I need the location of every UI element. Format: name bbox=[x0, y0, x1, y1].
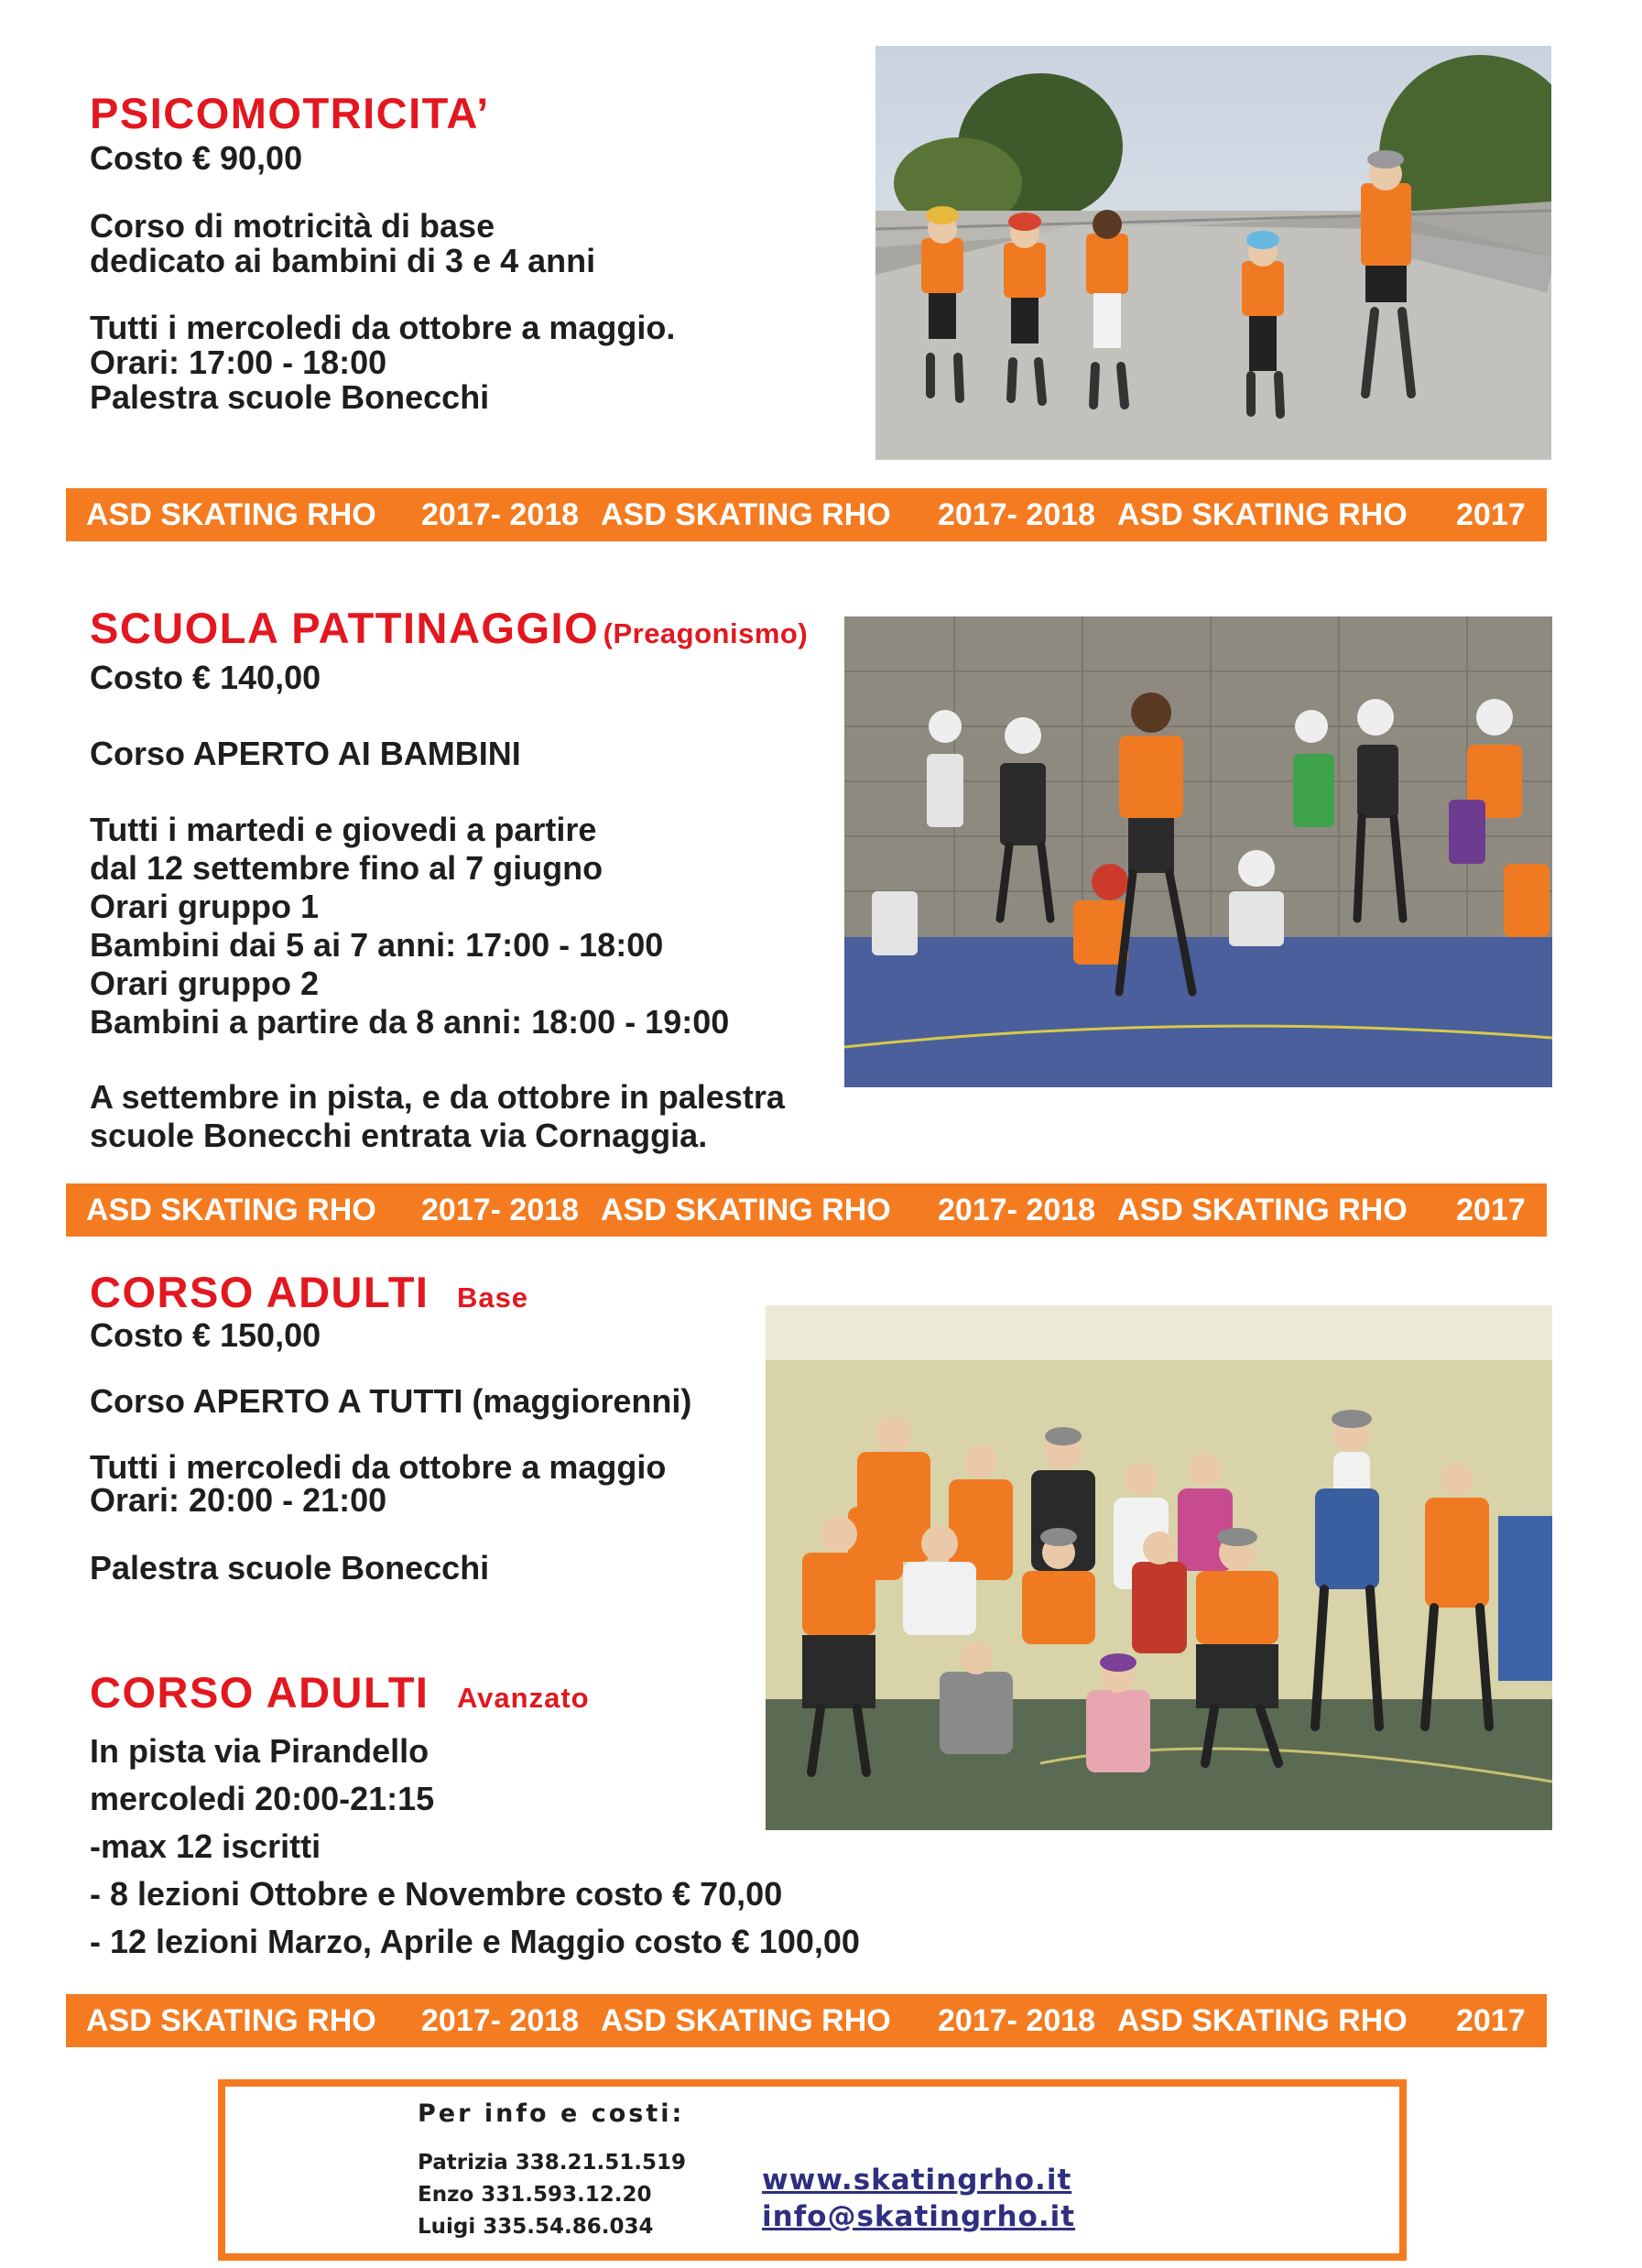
email-link[interactable]: info@skatingrho.it bbox=[762, 2200, 1076, 2233]
contact-luigi: Luigi 335.54.86.034 bbox=[418, 2215, 654, 2239]
adulti-base-subtitle: Base bbox=[456, 1281, 529, 1314]
adulti-base-hours: Orari: 20:00 - 21:00 bbox=[90, 1481, 387, 1519]
banner-season: 2017- 2018 bbox=[938, 497, 1096, 532]
banner-club: ASD SKATING RHO bbox=[86, 1193, 376, 1227]
contact-enzo: Enzo 331.593.12.20 bbox=[418, 2183, 652, 2207]
banner-3 bbox=[66, 1994, 1547, 2047]
psico-desc-1: Corso di motricità di base bbox=[90, 207, 495, 245]
banner-year: 2017 bbox=[1456, 2003, 1526, 2038]
banner-1 bbox=[66, 488, 1547, 541]
banner-season: 2017- 2018 bbox=[938, 2003, 1096, 2038]
adulti-base-open: Corso APERTO A TUTTI (maggiorenni) bbox=[90, 1382, 692, 1420]
photo-kids-skating-outdoor bbox=[875, 46, 1551, 460]
scuola-location-2: scuole Bonecchi entrata via Cornaggia. bbox=[90, 1117, 708, 1154]
banner-season: 2017- 2018 bbox=[421, 1193, 580, 1227]
banner-club: ASD SKATING RHO bbox=[1117, 497, 1408, 532]
adulti-avanzato-hours: mercoledi 20:00-21:15 bbox=[90, 1780, 435, 1817]
adulti-avanzato-max: -max 12 iscritti bbox=[90, 1827, 321, 1865]
banner-season: 2017- 2018 bbox=[421, 497, 580, 532]
adulti-base-title: CORSO ADULTI bbox=[90, 1268, 430, 1316]
adulti-base-heading bbox=[90, 1267, 528, 1317]
adulti-avanzato-subtitle: Avanzato bbox=[456, 1682, 590, 1714]
scuola-subtitle: (Preagonismo) bbox=[603, 617, 809, 649]
adulti-base-location: Palestra scuole Bonecchi bbox=[90, 1549, 490, 1587]
adulti-avanzato-price-1: - 8 lezioni Ottobre e Novembre costo € 70,00 bbox=[90, 1875, 783, 1913]
adulti-avanzato-location: In pista via Pirandello bbox=[90, 1732, 430, 1770]
scuola-open: Corso APERTO AI BAMBINI bbox=[90, 735, 521, 772]
banner-year: 2017 bbox=[1456, 1193, 1526, 1227]
psico-schedule: Tutti i mercoledi da ottobre a maggio. bbox=[90, 309, 676, 346]
banner-club: ASD SKATING RHO bbox=[601, 1193, 891, 1227]
psico-hours: Orari: 17:00 - 18:00 bbox=[90, 343, 387, 381]
banner-club: ASD SKATING RHO bbox=[86, 2003, 376, 2038]
scuola-group1-label: Orari gruppo 1 bbox=[90, 888, 320, 925]
adulti-base-cost: Costo € 150,00 bbox=[90, 1316, 321, 1354]
website-link[interactable]: www.skatingrho.it bbox=[762, 2164, 1072, 2197]
info-box bbox=[218, 2079, 1407, 2261]
banner-club: ASD SKATING RHO bbox=[1117, 1193, 1408, 1227]
scuola-days-1: Tutti i martedi e giovedi a partire bbox=[90, 811, 597, 848]
scuola-group2-hours: Bambini a partire da 8 anni: 18:00 - 19:00 bbox=[90, 1003, 730, 1041]
scuola-cost: Costo € 140,00 bbox=[90, 659, 321, 696]
psico-cost: Costo € 90,00 bbox=[90, 139, 303, 177]
psico-location: Palestra scuole Bonecchi bbox=[90, 378, 490, 416]
banner-season: 2017- 2018 bbox=[938, 1193, 1096, 1227]
banner-club: ASD SKATING RHO bbox=[601, 2003, 891, 2038]
contact-patrizia: Patrizia 338.21.51.519 bbox=[418, 2151, 687, 2175]
banner-club: ASD SKATING RHO bbox=[86, 497, 376, 532]
psico-desc-2: dedicato ai bambini di 3 e 4 anni bbox=[90, 242, 596, 279]
psico-title: PSICOMOTRICITA’ bbox=[90, 89, 490, 137]
adulti-avanzato-title: CORSO ADULTI bbox=[90, 1668, 430, 1717]
banner-year: 2017 bbox=[1456, 497, 1526, 532]
scuola-title: SCUOLA PATTINAGGIO bbox=[90, 604, 600, 652]
banner-2 bbox=[66, 1183, 1547, 1237]
scuola-group1-hours: Bambini dai 5 ai 7 anni: 17:00 - 18:00 bbox=[90, 926, 664, 964]
adulti-base-schedule: Tutti i mercoledi da ottobre a maggio bbox=[90, 1448, 667, 1486]
photo-adult-group bbox=[766, 1305, 1552, 1830]
photo-kids-skating-gym bbox=[844, 616, 1552, 1087]
scuola-heading bbox=[90, 603, 808, 653]
banner-club: ASD SKATING RHO bbox=[601, 497, 891, 532]
adulti-avanzato-heading bbox=[90, 1667, 590, 1717]
banner-season: 2017- 2018 bbox=[421, 2003, 580, 2038]
scuola-days-2: dal 12 settembre fino al 7 giugno bbox=[90, 849, 604, 887]
scuola-location-1: A settembre in pista, e da ottobre in palestra bbox=[90, 1078, 785, 1116]
banner-club: ASD SKATING RHO bbox=[1117, 2003, 1408, 2038]
info-heading: Per info e costi: bbox=[418, 2099, 685, 2128]
adulti-avanzato-price-2: - 12 lezioni Marzo, Aprile e Maggio costo € 100,00 bbox=[90, 1923, 860, 1960]
scuola-group2-label: Orari gruppo 2 bbox=[90, 965, 320, 1002]
